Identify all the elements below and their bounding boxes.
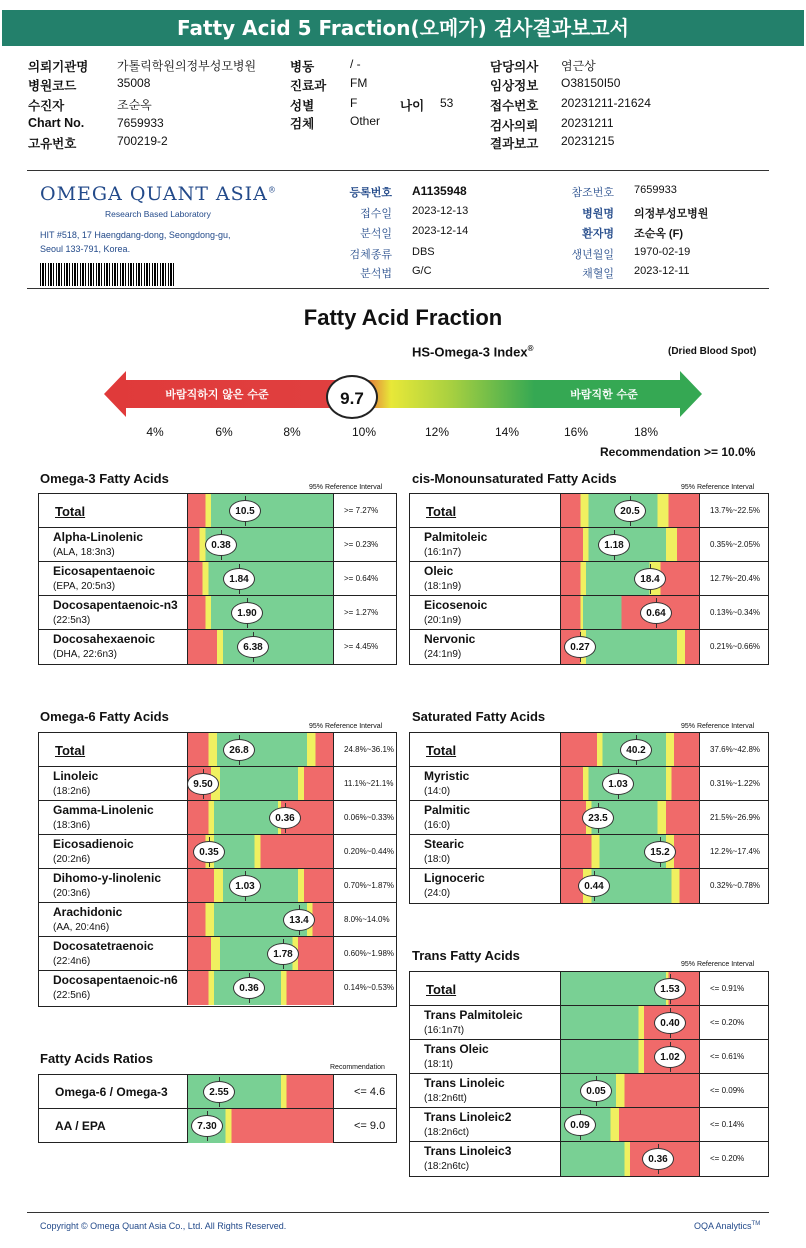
institution-value: 가톨릭학원의정부성모병원 [117,59,257,73]
sample-value: DBS [412,246,435,258]
omega6-ref-label: 95% Reference Interval [309,723,383,730]
saturated-row [410,801,768,835]
divider [27,288,769,289]
reference-range: 13.7%~22.5% [710,506,761,515]
acid-code: (18:2n6ct) [424,1127,470,1138]
ratio-name: Omega-6 / Omega-3 [55,1085,168,1099]
lab-address: HIT #518, 17 Haengdang-dong, Seongdong-gu, Seoul 133-791, Korea. [40,230,231,254]
value-marker: 15.2 [644,841,676,863]
acid-name: Trans Oleic [424,1042,489,1056]
acid-code: (AA, 20:4n6) [53,922,110,933]
sex-label: 성별 [290,99,315,113]
reference-range: <= 0.20% [710,1154,745,1163]
acid-name: Docosahexaenoic [53,632,156,646]
omega6-row [39,869,396,903]
reference-range: <= 0.20% [710,1018,745,1027]
value-marker: 0.05 [580,1080,612,1102]
sample-type-note: (Dried Blood Spot) [668,346,757,357]
value-marker: 18.4 [634,568,666,590]
acid-code: (24:0) [424,888,451,899]
dept-label: 진료과 [290,79,327,93]
acid-code: (22:4n6) [53,956,91,967]
hs-omega3-label: HS-Omega-3 Index® [412,344,534,360]
acid-code: (18:2n6) [53,786,91,797]
cismono-table [409,493,769,665]
reference-range: 0.13%~0.34% [710,608,761,617]
acid-name: Eicosapentaenoic [53,564,156,578]
patient-value: 조순옥 (F) [634,228,683,240]
acid-name: Lignoceric [424,871,485,885]
age-value: 53 [440,96,454,110]
acid-code: (16:1n7t) [424,1025,465,1036]
omega6-row [39,767,396,801]
cismono-range-bar [560,562,700,595]
reference-range: 0.60%~1.98% [344,949,395,958]
index-recommendation: Recommendation >= 10.0% [600,445,756,459]
examinee-label: 수진자 [28,99,65,113]
desirable-level-label: 바람직한 수준 [570,388,638,401]
acid-name: Linoleic [53,769,99,783]
acid-code: (20:3n6) [53,888,91,899]
total-label: Total [55,743,86,758]
cismono-row [410,596,768,630]
reference-range: 24.8%~36.1% [344,745,395,754]
reference-range: 8.0%~14.0% [344,915,390,924]
acid-name: Docosapentaenoic-n6 [53,973,178,987]
request-label: 검사의뢰 [490,119,539,133]
value-marker: 1.03 [229,875,261,897]
receipt-value: 20231211-21624 [561,96,651,110]
examinee-value: 조순옥 [117,98,152,112]
value-marker: 13.4 [283,909,315,931]
acid-name: Eicosadienoic [53,837,134,851]
ward-value: / - [350,57,361,71]
value-marker: 20.5 [614,500,646,522]
method-label: 분석법 [360,268,392,280]
acid-code: (14:0) [424,786,451,797]
doctor-label: 담당의사 [490,60,539,74]
acid-code: (16:1n7) [424,547,462,558]
value-marker: 0.40 [654,1012,686,1034]
institution-label: 의뢰기관명 [28,60,89,74]
trans-row [410,1006,768,1040]
omega6-title: Omega-6 Fatty Acids [40,709,169,724]
total-label: Total [55,504,86,519]
value-marker: 26.8 [223,739,255,761]
total-label: Total [426,982,457,997]
omega3-table [38,493,397,665]
trans-row [410,1040,768,1074]
ratios-title: Fatty Acids Ratios [40,1051,153,1066]
reg-no-label: 등록번호 [349,187,392,199]
doctor-value: 염근상 [561,59,596,73]
acid-code: (20:1n9) [424,615,462,626]
omega6-range-bar [187,801,334,834]
method-value: G/C [412,265,432,277]
acid-name: Trans Linoleic [424,1076,505,1090]
trans-title: Trans Fatty Acids [412,948,520,963]
dob-label: 생년월일 [571,249,614,261]
index-tick-label: 14% [494,425,520,439]
saturated-range-bar [560,835,700,868]
reference-range: 0.32%~0.78% [710,881,761,890]
saturated-range-bar [560,801,700,834]
divider [27,170,769,171]
value-marker: 9.50 [187,773,219,795]
specimen-label: 검체 [290,117,315,131]
reference-range: 12.2%~17.4% [710,847,761,856]
clinical-value: O38150I50 [561,76,621,90]
acid-name: Palmitic [424,803,471,817]
reference-range: <= 9.0 [354,1119,386,1132]
receipt-label: 접수번호 [490,99,539,113]
value-marker: 2.55 [203,1081,235,1103]
cismono-row [410,528,768,562]
omega6-row [39,835,396,869]
value-marker: 0.44 [578,875,610,897]
sex-value: F [350,96,358,110]
value-marker: 1.18 [598,534,630,556]
omega3-index-value: 9.7 [326,375,378,419]
acid-code: (16:0) [424,820,451,831]
brand: OQA Analytics™ [694,1221,761,1231]
trans-ref-label: 95% Reference Interval [681,961,755,968]
acid-name: Dihomo-y-linolenic [53,871,161,885]
value-marker: 0.36 [233,977,265,999]
value-marker: 23.5 [582,807,614,829]
omega3-row [39,528,396,562]
acid-name: Gamma-Linolenic [53,803,154,817]
reference-range: <= 4.6 [354,1085,386,1098]
lab-logo: OMEGA QUANT ASIA® [40,183,277,205]
value-marker: 1.90 [231,602,263,624]
hospital-code-value: 35008 [117,76,151,90]
value-marker: 0.09 [564,1114,596,1136]
acid-code: (18:2n6tc) [424,1161,470,1172]
acid-code: (18:0) [424,854,451,865]
ward-label: 병동 [290,60,315,74]
reference-range: 37.6%~42.8% [710,745,761,754]
reference-range: >= 0.23% [344,540,379,549]
reference-range: >= 4.45% [344,642,379,651]
ratios-table [38,1074,397,1143]
omega6-range-bar [187,937,334,970]
value-marker: 40.2 [620,739,652,761]
acid-name: Docosapentaenoic-n3 [53,598,178,612]
omega6-row [39,903,396,937]
unique-no-value: 700219-2 [117,134,168,148]
reference-range: 0.06%~0.33% [344,813,395,822]
reference-range: 0.21%~0.66% [710,642,761,651]
reference-range: 0.20%~0.44% [344,847,395,856]
reference-range: >= 1.27% [344,608,379,617]
index-tick-label: 4% [146,425,164,439]
draw-value: 2023-12-11 [634,265,690,277]
hospital-code-label: 병원코드 [28,79,77,93]
ratio-name: AA / EPA [55,1119,106,1133]
reference-range: <= 0.09% [710,1086,745,1095]
omega3-row [39,630,396,664]
acid-name: Docosatetraenoic [53,939,154,953]
report-value: 20231215 [561,134,615,148]
acid-code: (22:5n3) [53,615,91,626]
value-marker: 0.36 [269,807,301,829]
received-value: 2023-12-13 [412,205,469,217]
trans-row [410,1142,768,1176]
ratios-row [39,1109,396,1143]
omega6-table [38,732,397,1007]
omega3-row [39,494,396,528]
dept-value: FM [350,76,368,90]
total-label: Total [426,504,457,519]
acid-name: Oleic [424,564,454,578]
reference-range: 0.70%~1.87% [344,881,395,890]
reference-range: <= 0.14% [710,1120,745,1129]
acid-code: (18:2n6tt) [424,1093,467,1104]
cismono-title: cis-Monounsaturated Fatty Acids [412,471,617,486]
value-marker: 7.30 [191,1115,223,1137]
acid-code: (EPA, 20:5n3) [53,581,116,592]
index-tick-label: 10% [351,425,377,439]
acid-name: Arachidonic [53,905,123,919]
age-label: 나이 [400,99,425,113]
omega6-row [39,801,396,835]
value-marker: 0.35 [193,841,225,863]
barcode [40,263,175,286]
cismono-range-bar [560,596,700,629]
saturated-row [410,835,768,869]
reference-range: 0.35%~2.05% [710,540,761,549]
reference-range: 0.31%~1.22% [710,779,761,788]
trans-row [410,1108,768,1142]
ratios-row [39,1075,396,1109]
index-tick-label: 8% [283,425,301,439]
reference-range: >= 0.64% [344,574,379,583]
omega3-row [39,562,396,596]
acid-code: (18:1n9) [424,581,462,592]
reference-range: <= 0.61% [710,1052,745,1061]
acid-name: Palmitoleic [424,530,488,544]
value-marker: 1.84 [223,568,255,590]
value-marker: 1.02 [654,1046,686,1068]
acid-name: Trans Linoleic2 [424,1110,512,1124]
omega3-row [39,596,396,630]
index-tick-label: 16% [563,425,589,439]
section-title: Fatty Acid Fraction [303,305,503,330]
omega3-range-bar [187,562,334,595]
omega6-row [39,733,396,767]
acid-code: (18:1t) [424,1059,453,1070]
acid-name: Myristic [424,769,470,783]
ref-no-label: 참조번호 [571,187,614,199]
saturated-title: Saturated Fatty Acids [412,709,546,724]
cismono-ref-label: 95% Reference Interval [681,484,755,491]
acid-code: (ALA, 18:3n3) [53,547,115,558]
acid-code: (DHA, 22:6n3) [53,649,117,660]
acid-name: Nervonic [424,632,476,646]
reference-range: <= 0.91% [710,984,745,993]
acid-name: Alpha-Linolenic [53,530,143,544]
reference-range: 0.14%~0.53% [344,983,395,992]
dob-value: 1970-02-19 [634,246,691,258]
report-label: 결과보고 [490,137,539,151]
sample-label: 검체종류 [349,249,392,261]
undesirable-level-label: 바람직하지 않은 수준 [165,388,269,401]
saturated-row [410,869,768,903]
acid-code: (18:3n6) [53,820,91,831]
total-label: Total [426,743,457,758]
value-marker: 0.38 [205,534,237,556]
trans-range-bar [560,1142,700,1176]
acid-code: (20:2n6) [53,854,91,865]
reference-range: 21.5%~26.9% [710,813,761,822]
request-value: 20231211 [561,116,614,130]
clinical-label: 임상정보 [490,79,539,93]
cismono-row [410,630,768,664]
omega3-index-arrow [104,371,702,417]
omega6-row [39,937,396,971]
cismono-row [410,562,768,596]
hosp-label: 병원명 [582,208,614,220]
patient-label: 환자명 [582,228,614,240]
value-marker: 0.36 [642,1148,674,1170]
omega6-row [39,971,396,1005]
value-marker: 1.78 [267,943,299,965]
acid-code: (24:1n9) [424,649,462,660]
acid-name: Eicosenoic [424,598,488,612]
ratios-rec-label: Recommendation [330,1064,385,1071]
cismono-range-bar [560,528,700,561]
omega3-ref-label: 95% Reference Interval [309,484,383,491]
acid-name: Trans Palmitoleic [424,1008,523,1022]
cismono-row [410,494,768,528]
lab-tagline: Research Based Laboratory [105,209,211,219]
acid-name: Stearic [424,837,465,851]
divider [27,1212,769,1213]
trans-table [409,971,769,1177]
analyzed-value: 2023-12-14 [412,225,469,237]
unique-no-label: 고유번호 [28,137,77,151]
ref-no-value: 7659933 [634,184,677,196]
analyzed-label: 분석일 [360,228,392,240]
value-marker: 0.64 [640,602,672,624]
chart-no-value: 7659933 [117,116,164,130]
saturated-row [410,767,768,801]
chart-no-label: Chart No. [28,116,85,130]
value-marker: 6.38 [237,636,269,658]
value-marker: 0.27 [564,636,596,658]
omega6-range-bar [187,733,334,766]
copyright: Copyright © Omega Quant Asia Co., Ltd. All Rights Reserved. [40,1221,287,1231]
hosp-value: 의정부성모병원 [634,208,709,220]
index-tick-label: 18% [633,425,659,439]
draw-label: 채혈일 [582,268,614,280]
saturated-table [409,732,769,904]
saturated-ref-label: 95% Reference Interval [681,723,755,730]
reference-range: 11.1%~21.1% [344,779,394,788]
report-title-banner: Fatty Acid 5 Fraction(오메가) 검사결과보고서 [2,10,804,46]
received-label: 접수일 [360,208,392,220]
saturated-row [410,733,768,767]
index-tick-label: 12% [424,425,450,439]
reference-range: 12.7%~20.4% [710,574,761,583]
specimen-value: Other [350,114,381,128]
value-marker: 10.5 [229,500,261,522]
acid-code: (22:5n6) [53,990,91,1001]
value-marker: 1.53 [654,978,686,1000]
reference-range: >= 7.27% [344,506,379,515]
acid-name: Trans Linoleic3 [424,1144,512,1158]
trans-row [410,1074,768,1108]
trans-row [410,972,768,1006]
value-marker: 1.03 [602,773,634,795]
omega3-title: Omega-3 Fatty Acids [40,471,169,486]
reg-no-value: A1135948 [412,184,467,198]
index-tick-label: 6% [215,425,233,439]
